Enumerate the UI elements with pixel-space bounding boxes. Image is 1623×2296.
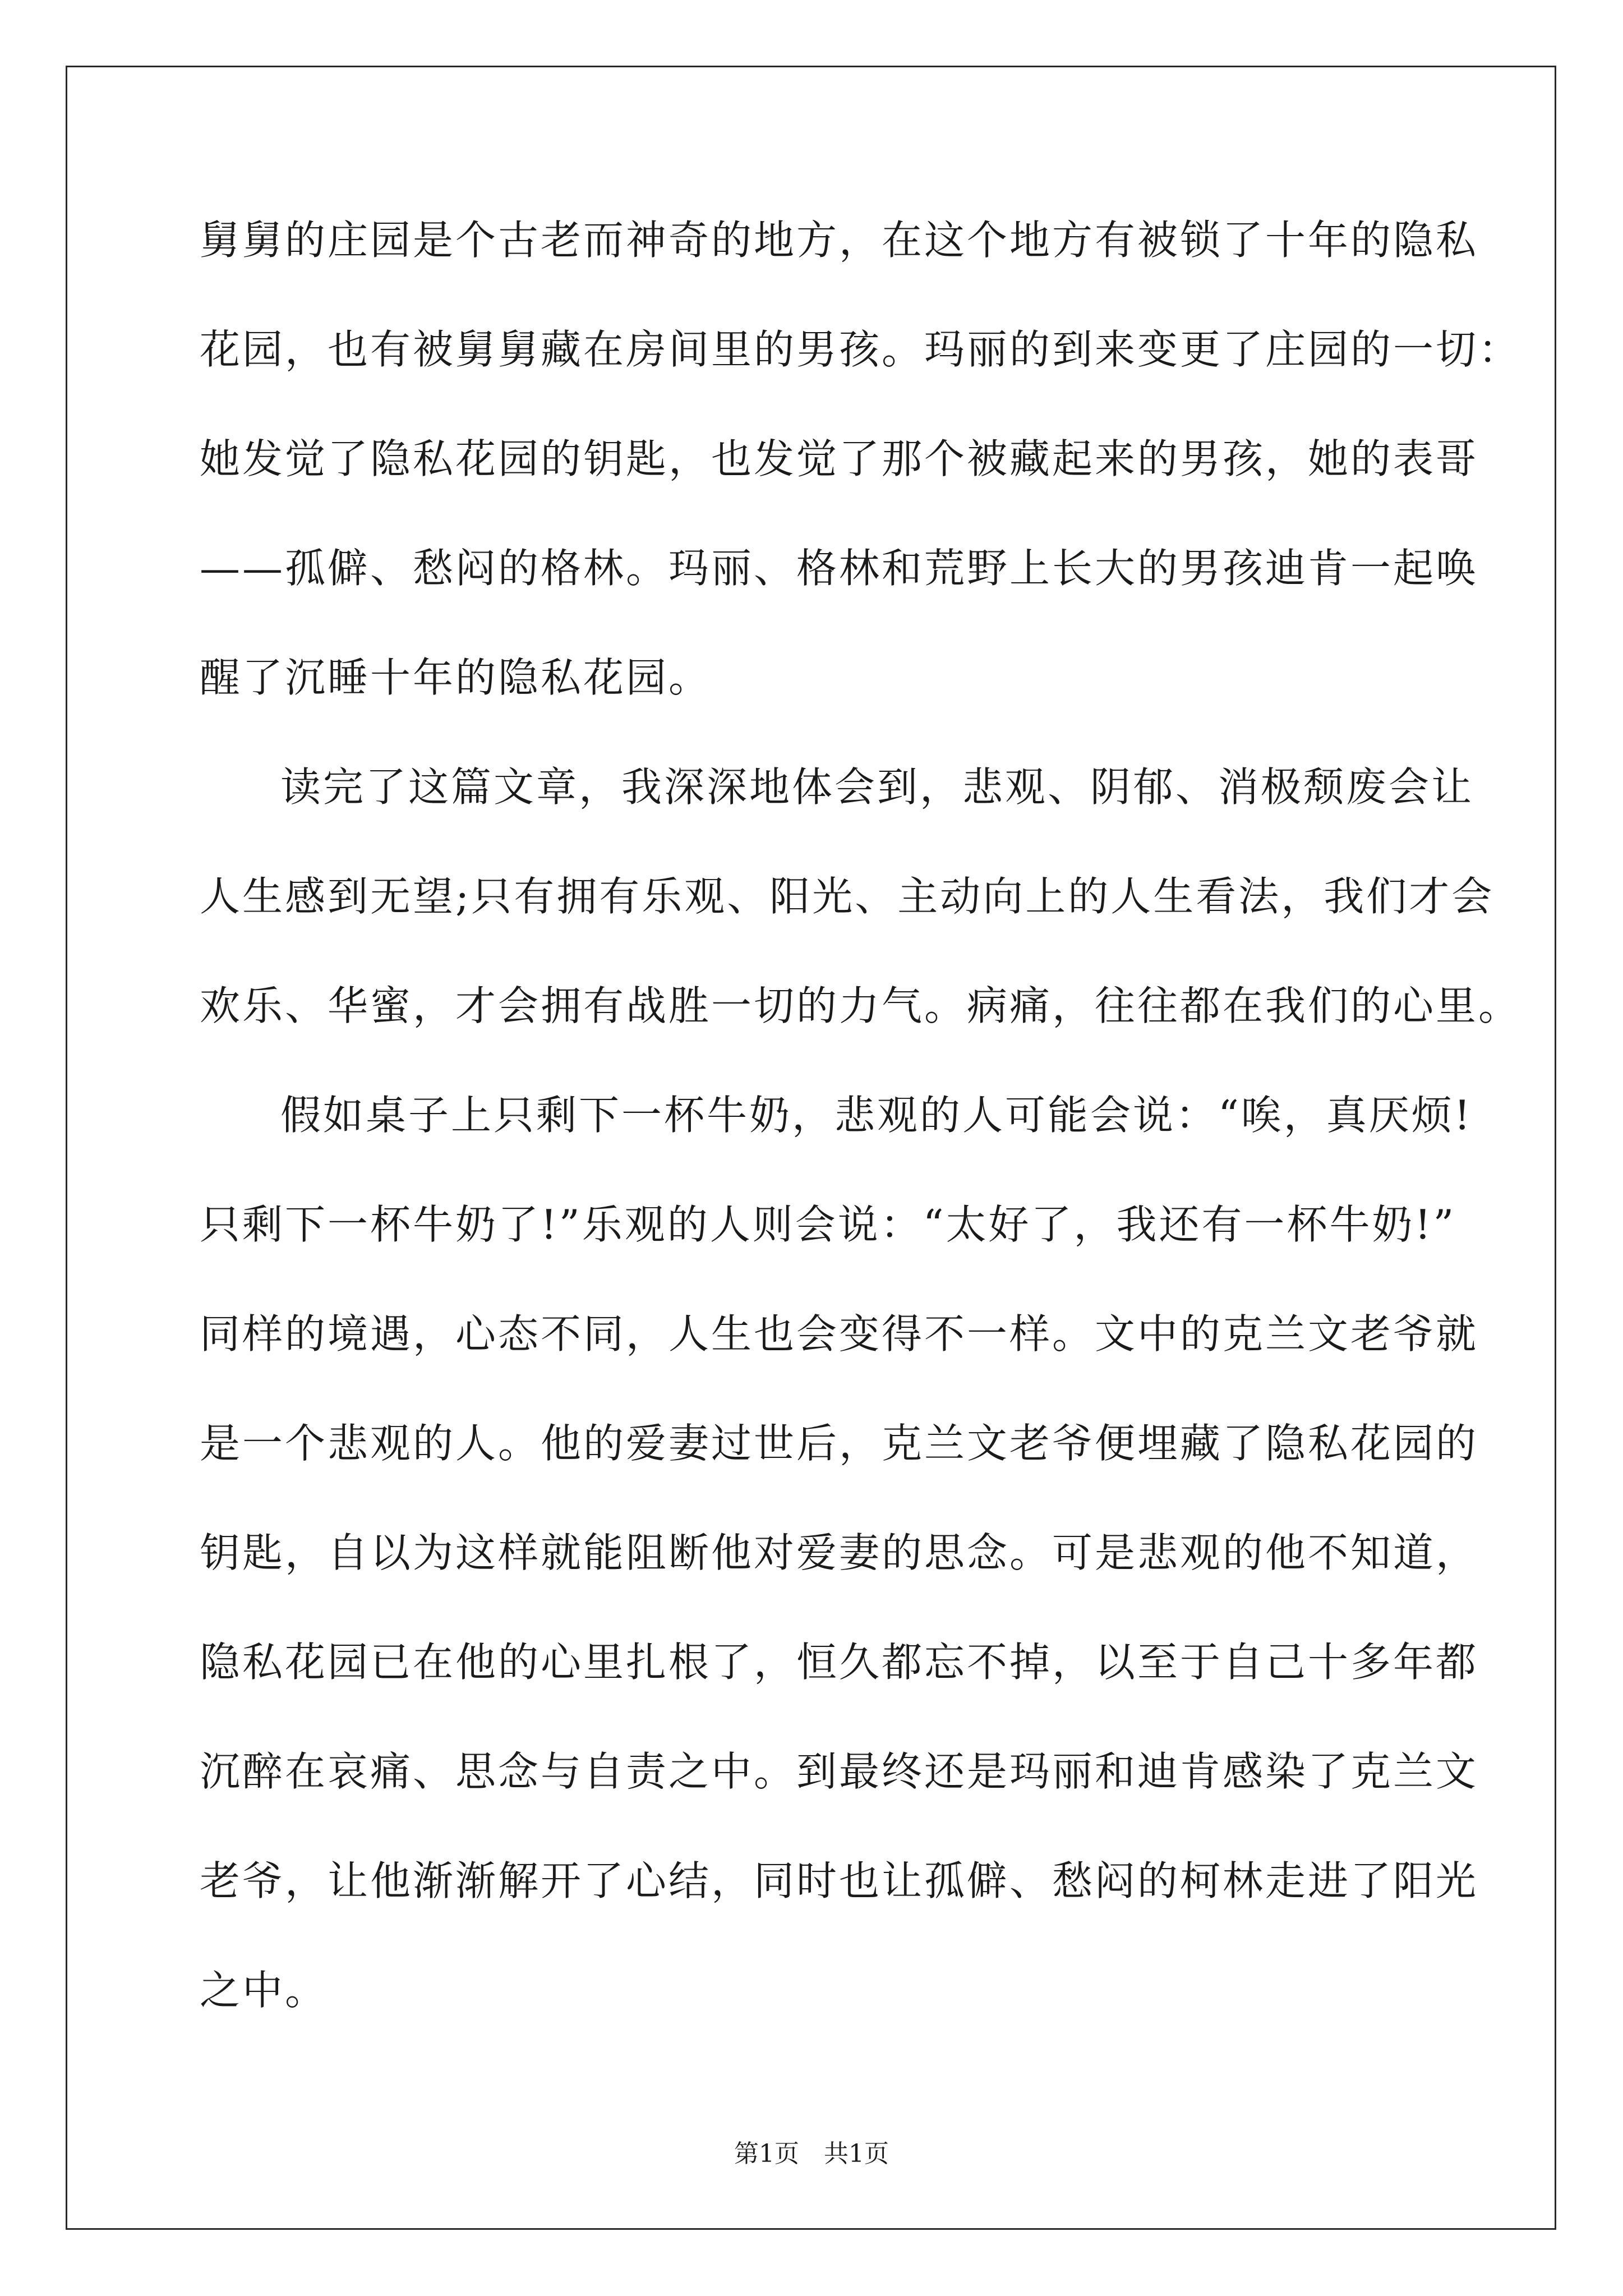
text-line: 舅舅的庄园是个古老而神奇的地方，在这个地方有被锁了十年的隐私 — [200, 217, 1479, 264]
text-line: 花园，也有被舅舅藏在房间里的男孩。玛丽的到来变更了庄园的一切： — [200, 326, 1521, 373]
text-line: 隐私花园已在他的心里扎根了，恒久都忘不掉，以至于自己十多年都 — [200, 1639, 1479, 1686]
page-number-current: 第1页 — [734, 2139, 799, 2168]
text-line: 醒了沉睡十年的隐私花园。 — [200, 654, 712, 701]
text-line: 沉醉在哀痛、思念与自责之中。到最终还是玛丽和迪肯感染了克兰文 — [200, 1748, 1479, 1795]
page-number-total: 共1页 — [824, 2139, 889, 2168]
paragraph-first-line: 假如桌子上只剩下一杯牛奶，悲观的人可能会说：“唉，真厌烦! — [280, 1092, 1473, 1139]
page-footer — [0, 2137, 1623, 2171]
paragraph-first-line: 读完了这篇文章，我深深地体会到，悲观、阴郁、消极颓废会让 — [280, 763, 1474, 811]
text-line: 是一个悲观的人。他的爱妻过世后，克兰文老爷便埋藏了隐私花园的 — [200, 1420, 1479, 1467]
text-line: 之中。 — [200, 1967, 328, 2014]
text-line: 欢乐、华蜜，才会拥有战胜一切的力气。病痛，往往都在我们的心里。 — [200, 982, 1521, 1029]
text-line: 同样的境遇，心态不同，人生也会变得不一样。文中的克兰文老爷就 — [200, 1310, 1479, 1358]
text-line: 老爷，让他渐渐解开了心结，同时也让孤僻、愁闷的柯林走进了阳光 — [200, 1857, 1479, 1904]
text-line: 人生感到无望;只有拥有乐观、阳光、主动向上的人生看法，我们才会 — [200, 873, 1495, 920]
text-line: 钥匙，自以为这样就能阻断他对爱妻的思念。可是悲观的他不知道， — [200, 1529, 1479, 1576]
text-line: 她发觉了隐私花园的钥匙，也发觉了那个被藏起来的男孩，她的表哥 — [200, 435, 1479, 482]
text-line: 只剩下一杯牛奶了!”乐观的人则会说：“太好了，我还有一杯牛奶!” — [200, 1201, 1456, 1248]
text-line: ——孤僻、愁闷的格林。玛丽、格林和荒野上长大的男孩迪肯一起唤 — [200, 545, 1479, 592]
